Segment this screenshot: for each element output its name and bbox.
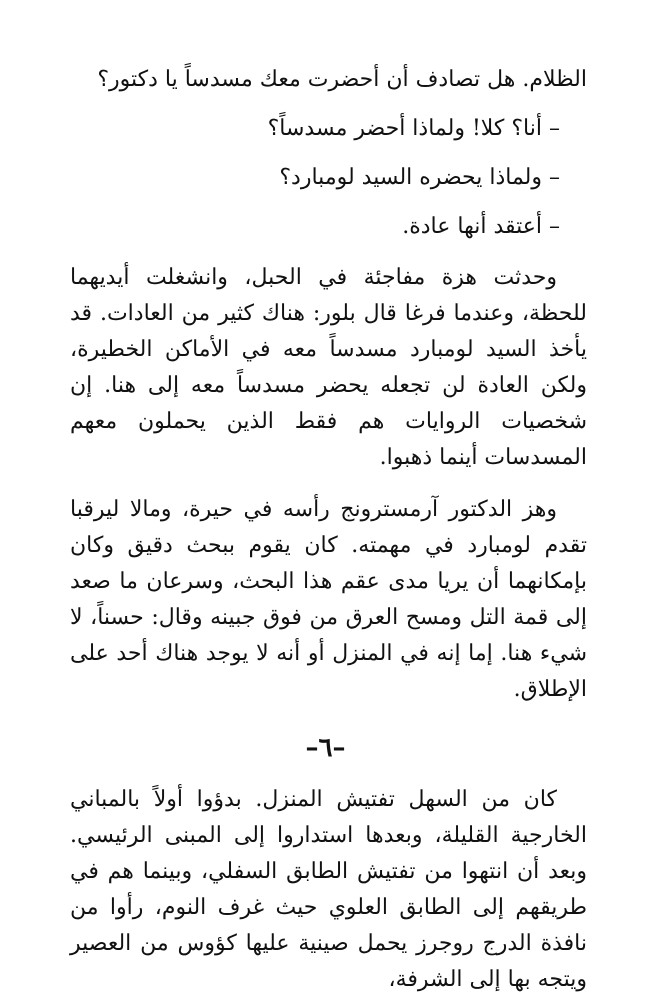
chapter-number: –٦– — [305, 733, 346, 763]
paragraph-continuation: الظلام. هل تصادف أن أحضرت معك مسدساً يا دكتور؟ — [97, 67, 587, 92]
paragraph: وهز الدكتور آرمسترونج رأسه في حيرة، ومالا ليرقبا تقدم لومبارد في مهمته. كان يقوم ببحث دقيق وكان بإمكانهما أن يريا مدى عقم هذا البحث، وسرعان ما صعد إلى قمة التل ومسح العرق من فوق جبينه وقال: حسناً، لا شيء هنا. إما إنه في المنزل أو أنه لا يوجد هناك أحد على الإطلاق. — [70, 497, 587, 702]
paragraph: كان من السهل تفتيش المنزل. بدؤوا أولاً بالمباني الخارجية القليلة، وبعدها استداروا إلى المبنى الرئيسي. وبعد أن انتهوا من تفتيش الطابق السفلي، وبينما هم في طريقهم إلى الطابق العلوي حيث غرف النوم، رأوا من نافذة الدرج روجرز يحمل صينية عليها كؤوس من العصير ويتجه بها إلى الشرفة، — [70, 787, 587, 992]
paragraph: وحدثت هزة مفاجئة في الحبل، وانشغلت أيديهما للحظة، وعندما فرغا قال بلور: هناك كثير من العادات. قد يأخذ السيد لومبارد مسدساً معه في الأماكن الخطيرة، ولكن العادة لن تجعله يحضر مسدساً معه إلى هنا. إن شخصيات الروايات هم فقط الذين يحملون معهم المسدسات أينما ذهبوا. — [70, 265, 587, 470]
dialogue-line: – ولماذا يحضره السيد لومبارد؟ — [279, 165, 560, 190]
dialogue-line: – أعتقد أنها عادة. — [402, 214, 560, 239]
dialogue-line: – أنا؟ كلا! ولماذا أحضر مسدساً؟ — [267, 116, 560, 141]
